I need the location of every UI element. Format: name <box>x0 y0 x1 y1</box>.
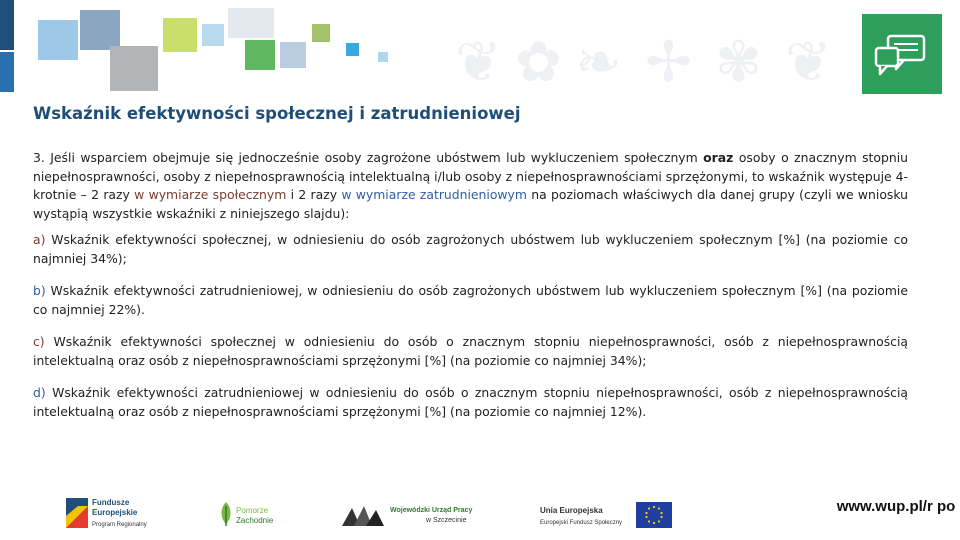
leaf-icon: ❧ <box>575 30 622 95</box>
logo-text: Wojewódzki Urząd Pracy <box>390 507 473 514</box>
windmill-icon: ✢ <box>645 30 692 95</box>
slide-content <box>33 149 908 435</box>
intro-highlight-social: w wymiarze społecznym <box>134 187 287 202</box>
list-item-text: Wskaźnik efektywności społecznej, w odniesieniu do osób zagrożonych ubóstwem lub wykluczeniem społecznym [%] (na poziomie co najmniej 34%); <box>33 232 908 266</box>
list-item-text: Wskaźnik efektywności zatrudnieniowej w odniesieniu do osób o znacznym stopniu niepełnosprawności, osób z niepełnosprawnością intelektualną oraz osób z niepełnosprawnościami sprzężonymi [%] (na poziomie co najmniej 12%). <box>33 385 908 419</box>
logo-fundusze-europejskie <box>66 496 166 532</box>
list-item <box>33 282 908 319</box>
decorative-square <box>245 40 275 70</box>
logo-text: Europejskie <box>92 508 138 517</box>
decorative-square <box>202 24 224 46</box>
logo-text: Pomorze <box>236 506 269 515</box>
intro-text: 3. Jeśli wsparciem obejmuje się jednocześnie osoby zagrożone ubóstwem lub wykluczeniem społecznym <box>33 150 704 165</box>
slide-title: Wskaźnik efektywności społecznej i zatrudnieniowej <box>33 104 521 123</box>
flower-icon: ✿ <box>515 30 562 95</box>
list-item-text: Wskaźnik efektywności społecznej w odniesieniu do osób o znacznym stopniu niepełnosprawności, osób z niepełnosprawnością intelektualną oraz osób z niepełnosprawnościami sprzężonymi [%] (na poziomie co najmniej 34%); <box>33 334 908 368</box>
list-item <box>33 384 908 421</box>
logo-unia-europejska <box>540 498 680 532</box>
list-item-label: b) <box>33 283 46 298</box>
intro-bold-text: oraz <box>703 150 734 165</box>
list-item-text: Wskaźnik efektywności zatrudnieniowej, w odniesieniu do osób zagrożonych ubóstwem lub wykluczeniem społecznym [%] (na poziomie co najmniej 22%). <box>33 283 908 317</box>
logo-text: Europejski Fundusz Społeczny <box>540 520 623 526</box>
website-url[interactable]: www.wup.pl/r po <box>832 496 960 540</box>
list-item <box>33 231 908 268</box>
intro-paragraph <box>33 149 908 223</box>
chat-icon-box <box>862 14 942 94</box>
decorative-square <box>280 42 306 68</box>
leaf-icon: ❦ <box>455 30 502 95</box>
intro-text: na poziomach właściwych dla danej grupy (czyli we wniosku wystąpią wszystkie wskaźniki z niniejszego slajdu): <box>33 187 909 221</box>
fundusze-europejskie-icon <box>66 498 88 528</box>
logo-wup <box>340 498 480 532</box>
flower-icon: ✾ <box>715 30 762 95</box>
logo-text: w Szczecinie <box>426 517 467 524</box>
list-item-label: c) <box>33 334 45 349</box>
logo-text: Fundusze <box>92 498 130 507</box>
decorative-square <box>0 0 14 50</box>
wup-icon <box>340 502 386 528</box>
decorative-square <box>80 10 120 50</box>
logo-text: Program Regionalny <box>92 522 147 528</box>
leaf-icon: ❦ <box>785 30 832 95</box>
footer-logos <box>0 488 960 540</box>
list-item-label: a) <box>33 232 46 247</box>
intro-highlight-employment: w wymiarze zatrudnieniowym <box>341 187 527 202</box>
decorative-square <box>110 46 158 91</box>
decorative-square <box>38 20 78 60</box>
chat-bubbles-icon <box>862 14 942 94</box>
decorative-square <box>346 43 359 56</box>
intro-text: osoby o znacznym stopniu niepełnosprawności, osoby z niepełnosprawnością intelektualną i/lub osoby z niepełnosprawnościami sprzężonymi, to wskaźnik występuje 4-krotnie – 2 razy <box>33 150 908 202</box>
logo-text: Zachodnie <box>236 516 274 525</box>
logo-text: Unia Europejska <box>540 506 603 515</box>
pomorze-zachodnie-icon <box>218 500 234 526</box>
list-item-label: d) <box>33 385 46 400</box>
decorative-square <box>312 24 330 42</box>
decorative-square <box>378 52 388 62</box>
eu-flag-icon <box>636 502 672 528</box>
decorative-square <box>0 52 14 92</box>
intro-text: i 2 razy <box>286 187 342 202</box>
decorative-square <box>163 18 197 52</box>
list-item <box>33 333 908 370</box>
decorative-square <box>228 8 274 38</box>
logo-pomorze-zachodnie <box>218 498 298 532</box>
